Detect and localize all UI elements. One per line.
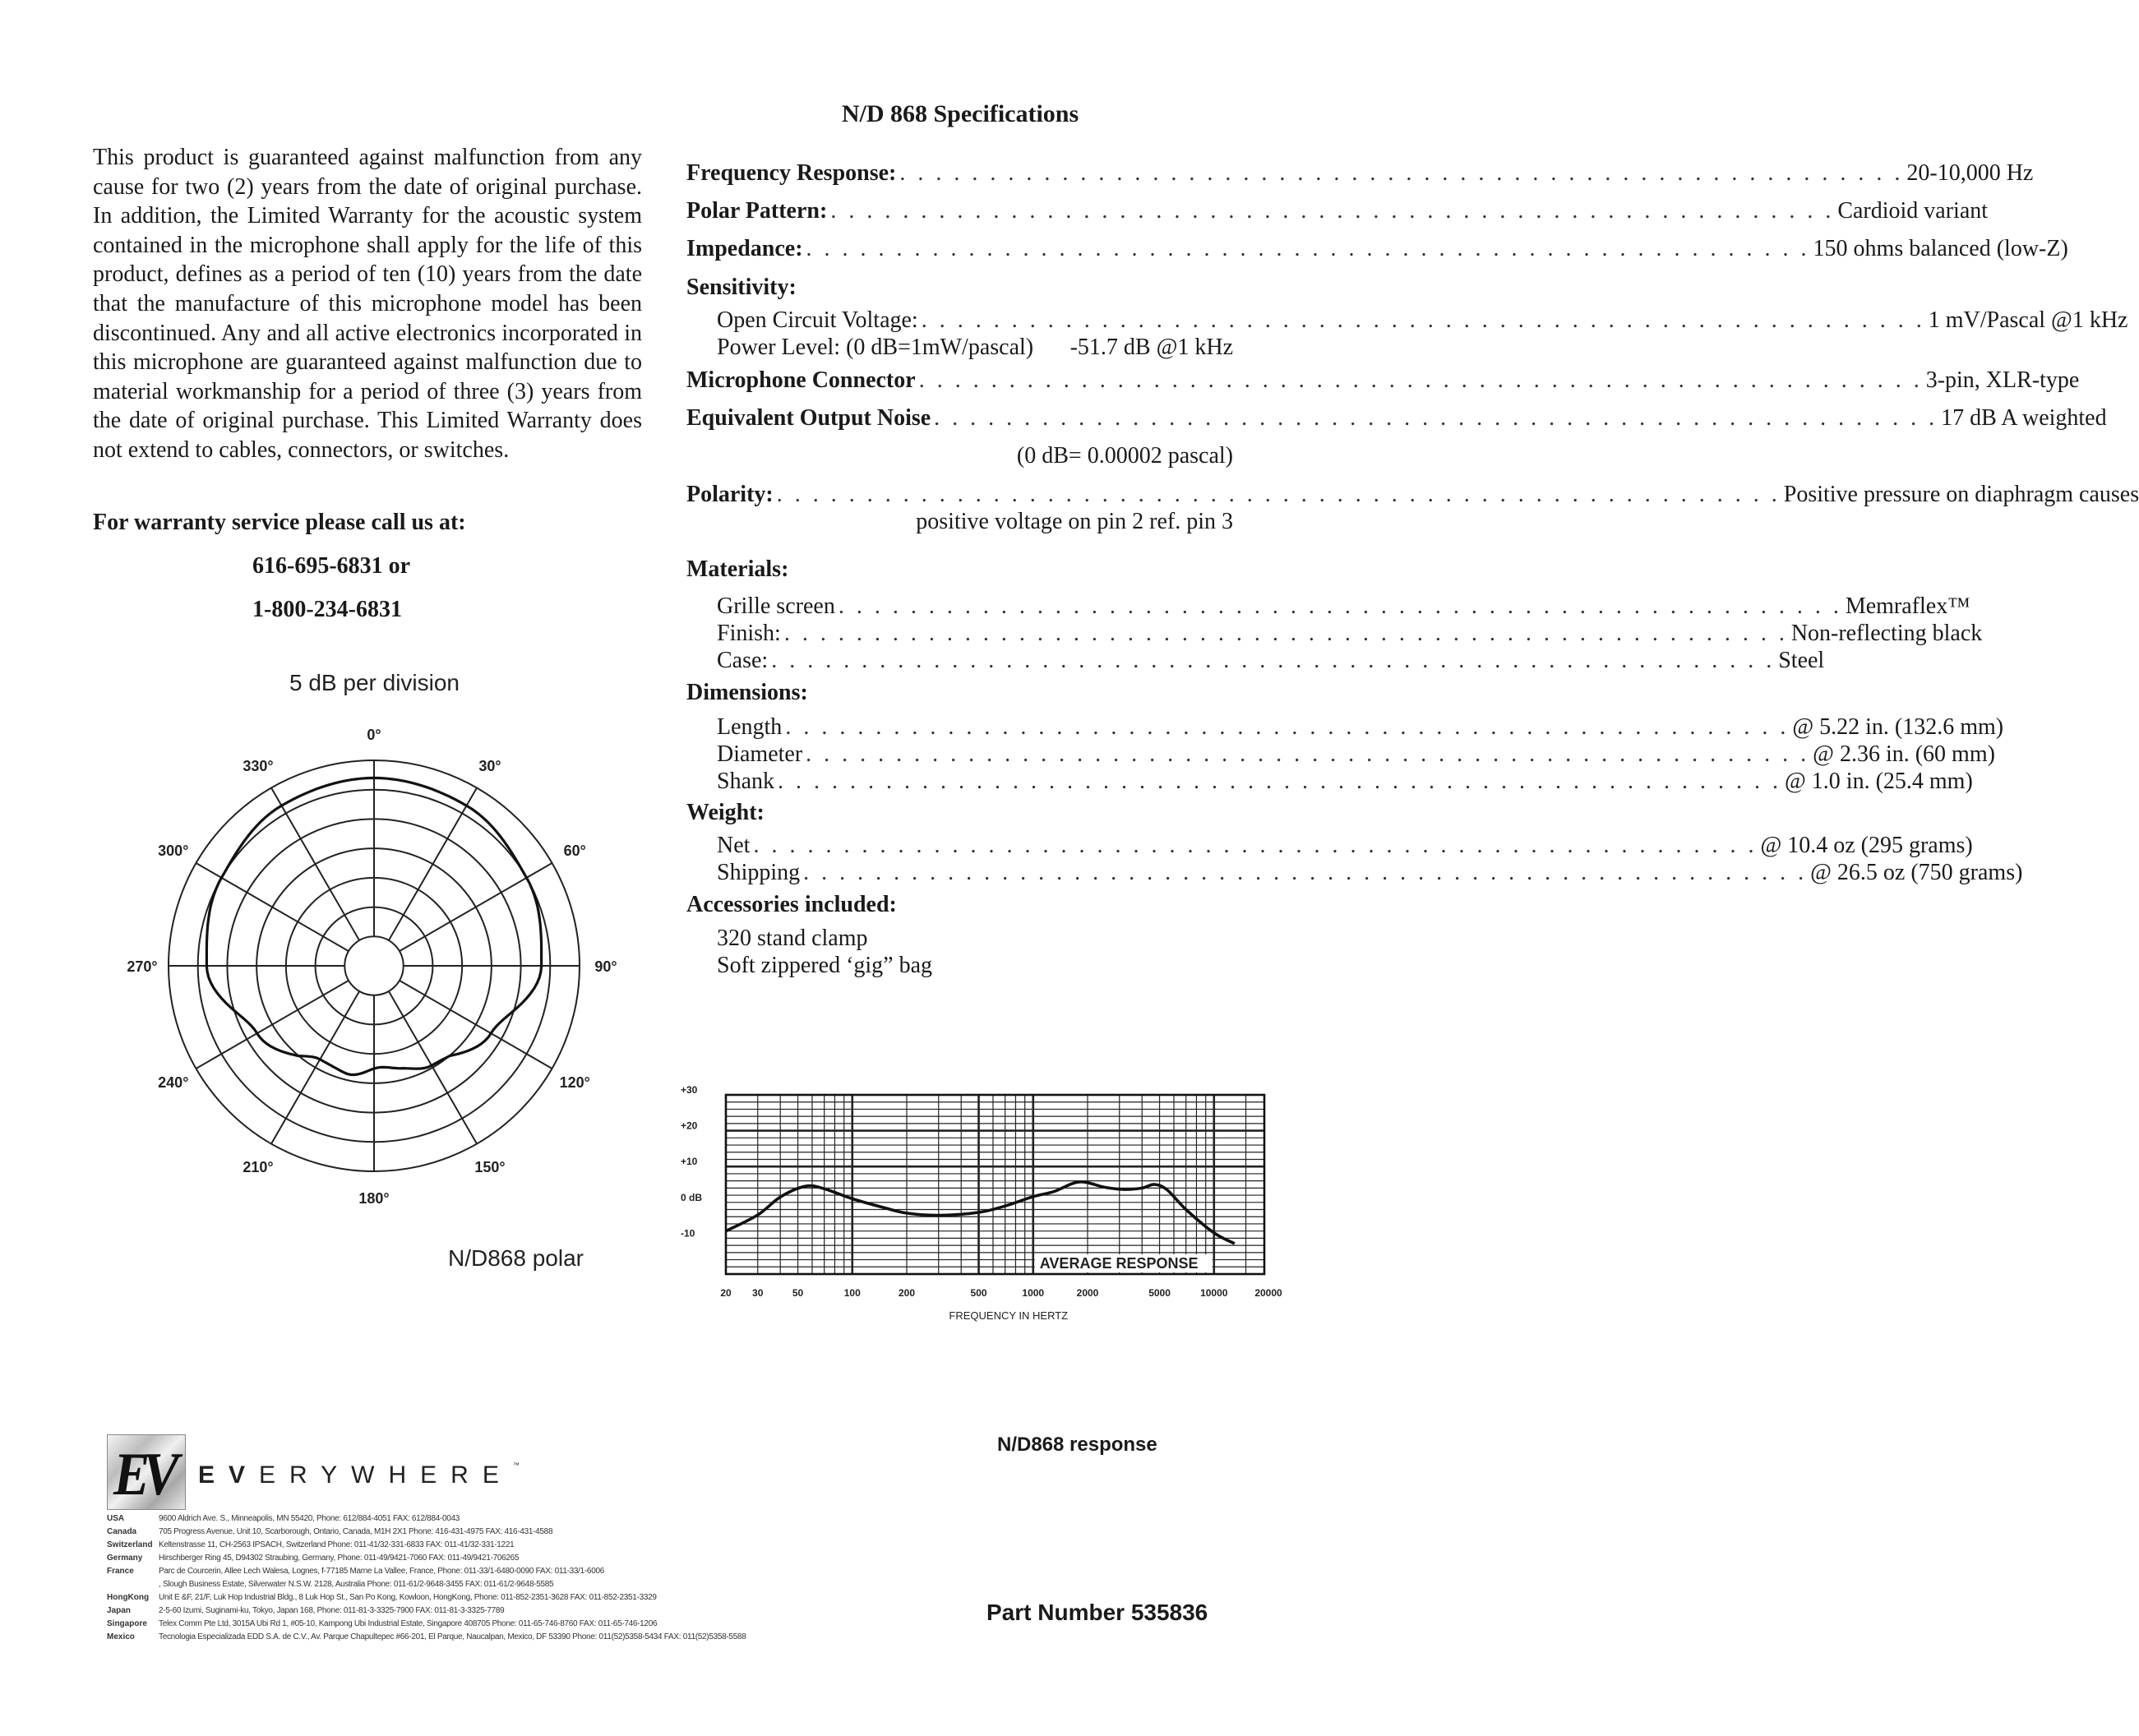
address-text: Keltenstrasse 11, CH-2563 IPSACH, Switzerland Phone: 011-41/32-331-6833 FAX: 011-41/32-331-1221 [159, 1540, 515, 1549]
address-text: 9600 Aldrich Ave. S., Minneapolis, MN 55420, Phone: 612/884-4051 FAX: 612/884-0043 [159, 1514, 460, 1523]
address-country: Mexico [107, 1632, 135, 1641]
address-text: Parc de Courcerin, Allee Lech Walesa, Lognes, f-77185 Marne La Vallee, France, Phone: 011-33/1-6480-0090 FAX: 011-33/1-6006 [159, 1567, 604, 1576]
spec-value: @ 5.22 in. (132.6 mm) [1792, 714, 2004, 740]
spec-power-level [717, 335, 1233, 361]
spec-finish [717, 621, 1983, 647]
spec-value: Memraflex™ [1845, 593, 1970, 619]
spec-value: @ 26.5 oz (750 grams) [1810, 860, 2023, 885]
spec-label: Equivalent Output Noise [686, 405, 931, 431]
warranty-phone-1: 616-695-6831 or [252, 553, 411, 579]
spec-label: Impedance: [686, 236, 803, 261]
spec-value: @ 2.36 in. (60 mm) [1813, 741, 1995, 767]
leader-dots [784, 621, 1788, 647]
spec-label: Finish: [717, 621, 781, 646]
address-country: USA [107, 1514, 125, 1523]
leader-dots [830, 198, 1834, 224]
leader-dots [806, 741, 1809, 768]
address-country: France [107, 1567, 134, 1576]
spec-materials-heading: Materials: [686, 556, 789, 582]
leader-dots [806, 236, 1810, 262]
spec-label: Shipping [717, 860, 801, 885]
spec-net-weight [717, 833, 1973, 859]
address-row [107, 1591, 746, 1604]
spec-value: Non-reflecting black [1790, 621, 1983, 646]
spec-output-noise-note [686, 443, 1233, 469]
spec-label: Frequency Response: [686, 160, 897, 186]
address-text: Unit E &F, 21/F, Luk Hop Industrial Bldg., 8 Luk Hop St., San Po Kong, Kowloon, HongKong, Phone: 011-852-2351-3628 FAX: 011-852-2351-3329 [159, 1593, 657, 1602]
spec-accessories-heading: Accessories included: [686, 892, 897, 917]
address-country: Singapore [107, 1619, 147, 1628]
brand-rest: ERYWHERE [259, 1461, 513, 1489]
address-country: HongKong [107, 1593, 150, 1602]
spec-note: (0 dB= 0.00002 pascal) [1016, 443, 1233, 469]
spec-grille [717, 593, 1970, 620]
leader-dots [777, 482, 1781, 508]
address-row [107, 1565, 746, 1578]
leader-dots [778, 769, 1781, 795]
accessory-item: Soft zippered ‘gig” bag [717, 953, 933, 978]
trademark: ™ [512, 1461, 520, 1469]
x-tick-label: 100 [843, 1287, 861, 1299]
x-tick-label: 2000 [1076, 1287, 1099, 1299]
spec-length [717, 714, 2004, 741]
spec-open-circuit-voltage [717, 307, 2128, 334]
spec-shank [717, 769, 1973, 795]
spec-shipping-weight [717, 860, 2023, 886]
response-curve [726, 1182, 1235, 1244]
x-tick-label: 500 [970, 1287, 987, 1299]
y-tick-label: -10 [681, 1227, 695, 1240]
address-country: Germany [107, 1554, 143, 1563]
spec-label: Polar Pattern: [686, 198, 828, 224]
address-country: Canada [107, 1527, 137, 1536]
polar-angle-label: 180° [358, 1190, 390, 1207]
brand-bold: EV [198, 1461, 260, 1489]
spec-value: 150 ohms balanced (low-Z) [1813, 236, 2068, 261]
polar-angle-label: 240° [158, 1074, 189, 1091]
warranty-paragraph: This product is guaranteed against malfunction from any cause for two (2) years from the date of original purchase. In addition, the Limited Warranty for the acoustic system contained in the microphone shall apply for the life of this product, defines as a period of ten (10) years from the date that the manufacture of this microphone model has been discontinued. Any and all active electronics incorporated in this microphone are guaranteed against malfunction due to material workmanship for a period of three (3) years from the date of original purchase. This Limited Warranty does not extend to cables, connectors, or switches. [93, 145, 642, 463]
leader-dots [899, 160, 1903, 187]
polar-caption: N/D868 polar [448, 1245, 584, 1271]
leader-dots [839, 593, 1842, 620]
spec-value: Cardioid variant [1837, 198, 1989, 224]
spec-case [717, 648, 1825, 674]
spec-connector [686, 367, 2080, 394]
spec-label: Open Circuit Voltage: [717, 307, 918, 333]
polar-angle-label: 120° [559, 1074, 590, 1091]
address-list [107, 1512, 746, 1644]
polar-angle-label: 0° [367, 727, 381, 743]
x-tick-label: 20 [720, 1287, 732, 1299]
specs-title: N/D 868 Specifications [841, 100, 1079, 127]
spec-frequency-response [686, 160, 2034, 187]
x-axis-label: FREQUENCY IN HERTZ [949, 1309, 1069, 1322]
spec-value: Steel [1778, 648, 1825, 673]
spec-weight-heading: Weight: [686, 800, 765, 825]
leader-dots [771, 648, 1775, 674]
spec-value: 17 dB A weighted [1941, 405, 2107, 431]
x-tick-label: 50 [792, 1287, 804, 1299]
spec-value: @ 10.4 oz (295 grams) [1760, 833, 1973, 858]
x-tick-label: 200 [898, 1287, 916, 1299]
polar-angle-label: 150° [474, 1159, 506, 1176]
polar-angle-label: 270° [127, 958, 158, 975]
address-row [107, 1512, 746, 1526]
address-row [107, 1526, 746, 1539]
address-text: Telex Comm Pte Ltd, 3015A Ubi Rd 1, #05-10, Kampong Ubi Industrial Estate, Singapore 408705 Phone: 011-65-746-8760 FAX: 011-65-746-1206 [159, 1619, 658, 1628]
leader-dots [934, 405, 1938, 432]
spec-label: Microphone Connector [686, 367, 916, 393]
x-tick-label: 30 [752, 1287, 764, 1299]
warranty-service-heading: For warranty service please call us at: [93, 510, 466, 535]
address-text: Hirschberger Ring 45, D94302 Straubing, Germany, Phone: 011-49/9421-7060 FAX: 011-49/9421-706265 [159, 1554, 520, 1563]
spec-value-line2: positive voltage on pin 2 ref. pin 3 [916, 509, 1233, 534]
address-text: Tecnologia Especializada EDD S.A. de C.V., Av. Parque Chapultepec #66-201, El Parque, Naucalpan, Mexico, DF 53390 Phone: 011(52)5358-5434 FAX: 011(52)5358-5588 [159, 1632, 746, 1641]
spec-polar-pattern [686, 198, 1989, 224]
spec-polarity-line2 [686, 509, 1233, 535]
polar-angle-label: 90° [594, 958, 617, 975]
x-tick-label: 1000 [1022, 1287, 1045, 1299]
polar-angle-label: 60° [563, 843, 586, 859]
spec-dimensions-heading: Dimensions: [686, 680, 808, 705]
spec-label: Polarity: [686, 482, 774, 507]
y-tick-label: 0 dB [681, 1191, 703, 1203]
y-tick-label: +20 [681, 1120, 698, 1132]
address-row [107, 1552, 746, 1565]
spec-label: Diameter [717, 741, 803, 767]
address-text: 705 Progress Avenue, Unit 10, Scarborough, Ontario, Canada, M1H 2X1 Phone: 416-431-4975 FAX: 416-431-4588 [159, 1527, 553, 1536]
leader-dots [753, 833, 1757, 859]
spec-value: Positive pressure on diaphragm causes [1783, 482, 2139, 507]
polar-angle-label: 30° [478, 757, 501, 774]
x-tick-label: 20000 [1254, 1287, 1282, 1299]
leader-dots [922, 307, 1925, 334]
ev-logo-text: EV [113, 1441, 172, 1508]
legend-average-response: AVERAGE RESPONSE [1039, 1255, 1199, 1272]
spec-diameter [717, 741, 1995, 768]
spec-output-noise [686, 405, 2107, 432]
spec-value: 20-10,000 Hz [1906, 160, 2034, 186]
spec-label: Grille screen [717, 593, 835, 619]
leader-dots [803, 860, 1807, 886]
spec-impedance [686, 236, 2068, 262]
address-row [107, 1618, 746, 1631]
y-tick-label: +10 [681, 1156, 698, 1168]
spec-label: Case: [717, 648, 769, 673]
spec-value: 1 mV/Pascal @1 kHz [1928, 307, 2128, 333]
spec-label: Shank [717, 769, 774, 794]
part-number: Part Number 535836 [986, 1600, 1208, 1625]
spec-label: Length [717, 714, 783, 740]
leader-dots [919, 367, 1923, 394]
x-tick-label: 5000 [1148, 1287, 1171, 1299]
address-row [107, 1539, 746, 1552]
everywhere-wordmark [198, 1461, 520, 1489]
spec-polarity [686, 482, 2139, 508]
address-text: , Slough Business Estate, Silverwater N.S.W. 2128, Australia Phone: 011-61/2-9648-3455 FAX: 011-61/2-9648-5585 [159, 1580, 554, 1589]
spec-value: 3-pin, XLR-type [1925, 367, 2080, 393]
address-row [107, 1631, 746, 1644]
spec-value: -51.7 dB @1 kHz [1070, 335, 1233, 360]
x-tick-label: 10000 [1200, 1287, 1228, 1299]
leader-dots [785, 714, 1789, 741]
address-text: 2-5-60 Izumi, Suginami-ku, Tokyo, Japan 168, Phone: 011-81-3-3325-7900 FAX: 011-81-3-3325-7789 [159, 1606, 505, 1615]
warranty-phone-2: 1-800-234-6831 [252, 597, 402, 622]
address-country: Switzerland [107, 1540, 153, 1549]
spec-label: Power Level: (0 dB=1mW/pascal) [717, 335, 1034, 360]
frequency-response-chart [658, 1069, 1315, 1322]
response-caption: N/D868 response [997, 1434, 1157, 1456]
accessory-item: 320 stand clamp [717, 926, 868, 951]
polar-chart [0, 0, 674, 1315]
address-row [107, 1604, 746, 1618]
spec-sensitivity-heading: Sensitivity: [686, 275, 797, 300]
polar-angle-label: 330° [243, 757, 274, 774]
address-country: Japan [107, 1606, 131, 1615]
y-tick-label: +30 [681, 1084, 698, 1096]
polar-angle-label: 300° [158, 843, 189, 859]
spec-label: Net [717, 833, 751, 858]
address-row [107, 1578, 746, 1591]
polar-angle-label: 210° [243, 1159, 274, 1176]
polar-subtitle: 5 dB per division [289, 670, 460, 695]
spec-value: @ 1.0 in. (25.4 mm) [1785, 769, 1973, 794]
